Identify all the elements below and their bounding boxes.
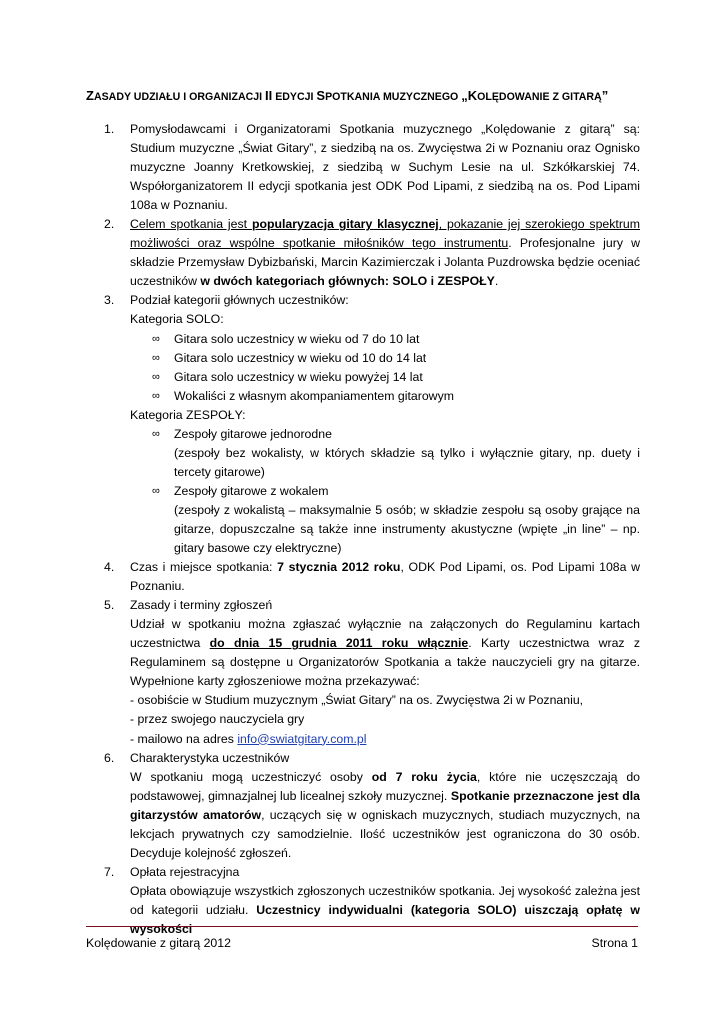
document-title: ZASADY UDZIAŁU I ORGANIZACJI II EDYCJI SPOTKANIA MUZYCZNEGO „KOLĘDOWANIE Z GITARĄ”	[86, 88, 609, 103]
item-heading: Zasady i terminy zgłoszeń	[130, 598, 273, 613]
list-item: 2. Celem spotkania jest popularyzacja gitary klasycznej, pokazanie jej szerokiego spektrum możliwości oraz wspólne spotkanie miłośników tego instrumentu. Profesjonalne jury w składzie Przemysław Dybizbański, Marcin Kazimierczak i Jolanta Puzdrowska będzie oceniać uczestników w dwóch kategoriach głównych: SOLO i ZESPOŁY.	[104, 215, 640, 291]
infinity-bullet-icon: ∞	[152, 370, 160, 383]
submission-option: - osobiście w Studium muzycznym „Świat Gitary” na os. Zwycięstwa 2i w Poznaniu,	[130, 693, 584, 708]
submission-option: - mailowo na adres info@swiatgitary.com.pl	[130, 731, 367, 746]
item-text: Celem spotkania jest popularyzacja gitary klasycznej, pokazanie jej szerokiego spektrum możliwości oraz wspólne spotkanie miłośników tego instrumentu. Profesjonalne jury w składzie Przemysław Dybizbański, Marcin Kazimierczak i Jolanta Puzdrowska będzie oceniać uczestników w dwóch kategoriach głównych: SOLO i ZESPOŁY.	[130, 217, 641, 289]
infinity-bullet-icon: ∞	[152, 351, 160, 364]
list-item: 7. Opłata rejestracyjna Opłata obowiązuje wszystkich zgłoszonych uczestników spotkania. Jej wysokość zależna jest od kategorii udziału. Uczestnicy indywidualni (kategoria SOLO) uiszczają opłatę w wysokości	[104, 863, 640, 939]
item-text: W spotkaniu mogą uczestniczyć osoby od 7 roku życia, które nie uczęszczają do podstawowej, gimnazjalnej lub licealnej szkoły muzycznej. Spotkanie przeznaczone jest dla gitarzystów amatorów, uczących się w ogniskach muzycznych, studiach muzycznych, na lekcjach prywatnych czy samodzielnie. Ilość uczestników jest ograniczona do 30 osób. Decyduje kolejność zgłoszeń.	[130, 769, 640, 860]
bullet-item: ∞ Zespoły gitarowe z wokalem	[130, 482, 640, 501]
item-text: Pomysłodawcami i Organizatorami Spotkania muzycznego „Kolędowanie z gitarą” są: Studium muzyczne „Świat Gitary”, z siedzibą na os. Zwycięstwa 2i w Poznaniu oraz Ognisko muzyczne Joanny Kretkowskiej, z siedzibą w Suchym Lesie na ul. Szkółkarskiej 74. Współorganizatorem II edycji spotkania jest ODK Pod Lipami, z siedzibą na os. Pod Lipami 108a w Poznaniu.	[130, 122, 640, 213]
infinity-bullet-icon: ∞	[152, 427, 160, 440]
footer-title: Kolędowanie z gitarą 2012	[86, 936, 231, 950]
submission-option: - przez swojego nauczyciela gry	[130, 712, 305, 727]
rules-list	[104, 120, 640, 939]
bullet-item: ∞ Gitara solo uczestnicy w wieku powyżej 14 lat	[130, 368, 640, 387]
page-number: Strona 1	[591, 936, 638, 950]
list-item: 4. Czas i miejsce spotkania: 7 stycznia 2012 roku, ODK Pod Lipami, os. Pod Lipami 108a w Poznaniu.	[104, 558, 640, 596]
item-heading: Podział kategorii głównych uczestników:	[130, 293, 349, 308]
bullet-description: (zespoły bez wokalisty, w których składzie są tylko i wyłącznie gitary, np. duety i tercety gitarowe)	[174, 445, 640, 479]
item-heading: Charakterystyka uczestników	[130, 750, 290, 765]
list-item: 6. Charakterystyka uczestników W spotkaniu mogą uczestniczyć osoby od 7 roku życia, które nie uczęszczają do podstawowej, gimnazjalnej lub licealnej szkoły muzycznej. Spotkanie przeznaczone jest dla gitarzystów amatorów, uczących się w ogniskach muzycznych, studiach muzycznych, na lekcjach prywatnych czy samodzielnie. Ilość uczestników jest ograniczona do 30 osób. Decyduje kolejność zgłoszeń.	[104, 749, 640, 863]
list-item: 1. Pomysłodawcami i Organizatorami Spotkania muzycznego „Kolędowanie z gitarą” są: Studium muzyczne „Świat Gitary”, z siedzibą na os. Zwycięstwa 2i w Poznaniu oraz Ognisko muzyczne Joanny Kretkowskiej, z siedzibą w Suchym Lesie na ul. Szkółkarskiej 74. Współorganizatorem II edycji spotkania jest ODK Pod Lipami, z siedzibą na os. Pod Lipami 108a w Poznaniu.	[104, 120, 640, 215]
infinity-bullet-icon: ∞	[152, 332, 160, 345]
bullet-item: ∞ Zespoły gitarowe jednorodne	[130, 425, 640, 444]
bullet-item: ∞ Gitara solo uczestnicy w wieku od 10 do 14 lat	[130, 349, 640, 368]
bullet-description: (zespoły z wokalistą – maksymalnie 5 osób; w składzie zespołu są osoby grające na gitarze, dopuszczalne są także inne instrumenty akustyczne (wpięte „in line” – np. gitary basowe czy elektryczne)	[174, 502, 640, 556]
bullet-item: ∞ Gitara solo uczestnicy w wieku od 7 do 10 lat	[130, 330, 640, 349]
bullet-item: ∞ Wokaliści z własnym akompaniamentem gitarowym	[130, 387, 640, 406]
email-link[interactable]: info@swiatgitary.com.pl	[237, 731, 367, 746]
category-label: Kategoria SOLO:	[130, 312, 224, 327]
list-item: 3. Podział kategorii głównych uczestników: Kategoria SOLO: ∞ Gitara solo uczestnicy w wieku od 7 do 10 lat ∞ Gitara solo uczestnicy w wieku od 10 do 14 lat ∞ Gitara solo uczestnicy w wieku powyżej 14 lat ∞ Wokaliści z własnym akompaniamentem gitarowym Kategoria ZESPOŁY: ∞ Zespoły gitarowe jednorodne (zespoły bez wokalisty, w których składzie są tylko i wyłącznie gitary, np. duety i tercety gitarowe) ∞ Zespoły gitarowe z wokalem (zespoły z wokalistą – maksymalnie 5 osób; w składzie zespołu są osoby grające na gitarze, dopuszczalne są także inne instrumenty akustyczne (wpięte „in line” – np. gitary basowe czy elektryczne)	[104, 291, 640, 558]
item-text: Udział w spotkaniu można zgłaszać wyłącznie na załączonych do Regulaminu kartach uczestnictwa do dnia 15 grudnia 2011 roku włącznie. Karty uczestnictwa wraz z Regulaminem są dostępne u Organizatorów Spotkania a także nauczycieli gry na gitarze. Wypełnione karty zgłoszeniowe można przekazywać:	[130, 617, 640, 689]
footer-divider	[86, 926, 638, 927]
item-heading: Opłata rejestracyjna	[130, 864, 240, 879]
category-label: Kategoria ZESPOŁY:	[130, 407, 246, 422]
infinity-bullet-icon: ∞	[152, 484, 160, 497]
item-text: Opłata obowiązuje wszystkich zgłoszonych uczestników spotkania. Jej wysokość zależna jest od kategorii udziału. Uczestnicy indywidualni (kategoria SOLO) uiszczają opłatę w wysokości	[130, 883, 640, 936]
infinity-bullet-icon: ∞	[152, 389, 160, 402]
list-item: 5. Zasady i terminy zgłoszeń Udział w spotkaniu można zgłaszać wyłącznie na załączonych do Regulaminu kartach uczestnictwa do dnia 15 grudnia 2011 roku włącznie. Karty uczestnictwa wraz z Regulaminem są dostępne u Organizatorów Spotkania a także nauczycieli gry na gitarze. Wypełnione karty zgłoszeniowe można przekazywać: - osobiście w Studium muzycznym „Świat Gitary” na os. Zwycięstwa 2i w Poznaniu, - przez swojego nauczyciela gry - mailowo na adres info@swiatgitary.com.pl	[104, 596, 640, 748]
item-text: Czas i miejsce spotkania: 7 stycznia 2012 roku, ODK Pod Lipami, os. Pod Lipami 108a w Poznaniu.	[130, 560, 640, 594]
